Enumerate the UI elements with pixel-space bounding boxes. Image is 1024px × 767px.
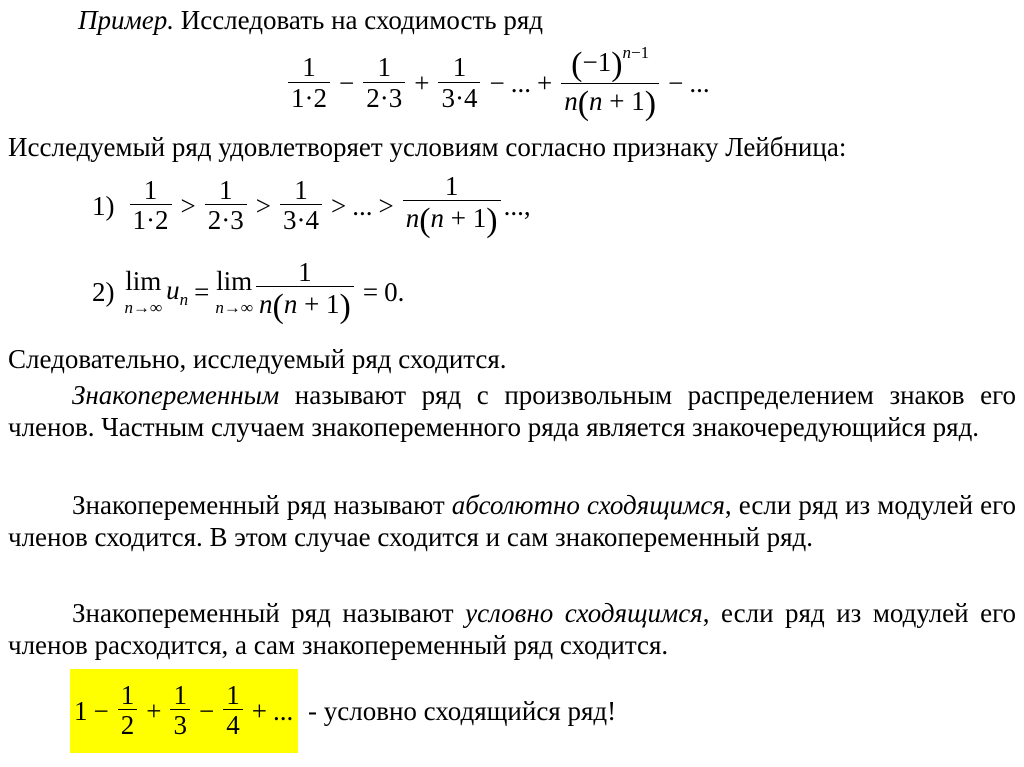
conclusion: Следовательно, исследуемый ряд сходится. <box>8 344 507 374</box>
fraction: $\frac{1}{2\cdot 3}$ <box>363 53 405 113</box>
paragraph-text: , если ряд из модулей его членов расходится, а сам знакопеременный ряд сходится. <box>8 598 1016 661</box>
example-heading <box>78 4 543 36</box>
term-absolute: абсолютно сходящимся <box>451 490 725 520</box>
term-alternating: Знакопеременным <box>72 380 280 410</box>
fraction: $\frac{1}{2}$ <box>118 681 138 741</box>
condition-2: 2) lim n→∞ $u_n$ = lim n→∞ $\frac{1}{n(n + 1)}$ = 0. <box>92 257 405 326</box>
paragraph-text: называют ряд с произвольным распределением знаков его членов. Частным случаем знакопеременного ряда является знакочередующийся ряд. <box>8 380 1016 443</box>
fraction: $\frac{1}{1\cdot 2}$ <box>130 176 172 236</box>
condition-1: 1) $\frac{1}{1\cdot 2}$ > $\frac{1}{2\cdot 3}$ > $\frac{1}{3\cdot 4}$ > ... > $\frac{1}{n(n + 1)}$ ..., <box>92 171 531 240</box>
fraction: $\frac{1}{3\cdot 4}$ <box>280 176 322 236</box>
fraction: $\frac{1}{n(n + 1)}$ <box>256 258 354 326</box>
paragraph-absolute <box>8 489 1016 554</box>
fraction: $\frac{1}{1\cdot 2}$ <box>288 53 330 113</box>
term-conditional: условно сходящимся <box>465 598 703 628</box>
highlight-note: - условно сходящийся ряд! <box>308 696 617 726</box>
example-label: Пример. <box>78 5 174 35</box>
paragraph-alternating <box>8 379 1016 444</box>
paragraph-text: Знакопеременный ряд называют <box>72 598 466 628</box>
series-formula: $\frac{1}{1\cdot 2}$ − $\frac{1}{2\cdot 3}$ + $\frac{1}{3\cdot 4}$ − ... + $\frac{(-1)^{n-1}}{n(n + 1)}$ − ... <box>285 44 710 123</box>
paragraph-conditional <box>8 597 1016 662</box>
fraction: $\frac{1}{3\cdot 4}$ <box>438 53 480 113</box>
paragraph-text: Знакопеременный ряд называют <box>72 490 452 520</box>
leibniz-intro: Исследуемый ряд удовлетворяет условиям согласно признаку Лейбница: <box>8 132 847 162</box>
highlighted-series: 1 − $\frac{1}{2}$ + $\frac{1}{3}$ − $\frac{1}{4}$ + ... <box>70 669 298 753</box>
fraction: $\frac{1}{3}$ <box>170 681 190 741</box>
condition-2-label: 2) <box>92 277 115 308</box>
fraction: $\frac{1}{2\cdot 3}$ <box>205 176 247 236</box>
fraction: $\frac{1}{n(n + 1)}$ <box>403 172 501 240</box>
fraction: $\frac{1}{4}$ <box>223 681 243 741</box>
paragraph-text: , если ряд из модулей его членов сходится. В этом случае сходится и сам знакопеременный ряд. <box>8 490 1016 553</box>
fraction: $\frac{(-1)^{n-1}}{n(n + 1)}$ <box>561 44 659 123</box>
example-text: Исследовать на сходимость ряд <box>173 5 544 35</box>
condition-1-label: 1) <box>92 191 115 222</box>
